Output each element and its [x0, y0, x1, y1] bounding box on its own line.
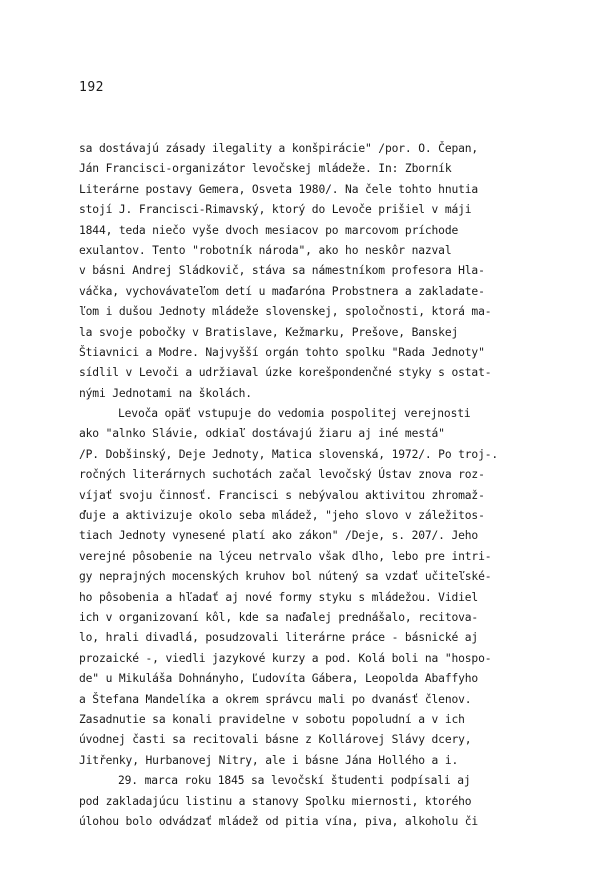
body-text — [79, 139, 579, 832]
text-line: ich v organizovaní kôl, kde sa naďalej prednášalo, recitova- — [79, 610, 479, 624]
text-line: Jitřenky, Hurbanovej Nitry, ale i básne Jána Hollého a i. — [79, 753, 459, 767]
text-line: exulantov. Tento "robotník národa", ako ho neskôr nazval — [79, 243, 452, 257]
text-line: ľom i dušou Jednoty mládeže slovenskej, spoločnosti, ktorá ma- — [79, 305, 492, 319]
text-line: lo, hrali divadlá, posudzovali literárne práce - básnické aj — [79, 631, 479, 645]
text-line: 1844, teda niečo vyše dvoch mesiacov po marcovom príchode — [79, 223, 459, 237]
text-line: váčka, vychovávateľom detí u maďaróna Probstnera a zakladate- — [79, 284, 485, 298]
text-line: sídlil v Levoči a udržiaval úzke korešpondenčné styky s ostat- — [79, 366, 492, 380]
text-line: Levoča opäť vstupuje do vedomia pospolitej verejnosti — [118, 407, 471, 421]
text-line: ďuje a aktivizuje okolo seba mládež, "jeho slovo v záležitos- — [79, 509, 485, 523]
text-line: 29. marca roku 1845 sa levočskí študenti podpísali aj — [118, 774, 471, 788]
text-line: Literárne postavy Gemera, Osveta 1980/. Na čele tohto hnutia — [79, 182, 479, 196]
page-number: 192 — [79, 80, 104, 95]
text-line: pod zakladajúcu listinu a stanovy Spolku miernosti, ktorého — [79, 794, 472, 808]
text-line: /P. Dobšinský, Deje Jednoty, Matica slovenská, 1972/. Po troj-. — [79, 447, 499, 461]
text-line: úlohou bolo odvádzať mládež od pitia vína, piva, alkoholu či — [79, 814, 479, 828]
text-line: stojí J. Francisci-Rimavský, ktorý do Levoče prišiel v máji — [79, 203, 472, 217]
text-line: sa dostávajú zásady ilegality a konšpirácie" /por. O. Čepan, — [79, 142, 479, 155]
text-line: Zasadnutie sa konali pravidelne v sobotu popoludní a v ich — [79, 712, 465, 726]
text-line: ho pôsobenia a hľadať aj nové formy styku s mládežou. Vidiel — [79, 590, 479, 604]
text-line: Ján Francisci-organizátor levočskej mládeže. In: Zborník — [79, 162, 452, 176]
text-line: v básni Andrej Sládkovič, stáva sa námestníkom profesora Hla- — [79, 264, 485, 278]
text-line: ročných literárnych suchotách začal levočský Ústav znova roz- — [79, 468, 485, 482]
text-line: nými Jednotami na školách. — [79, 386, 252, 400]
text-line: gy neprajných mocenských kruhov bol nútený sa vzdať učiteľské- — [79, 570, 492, 584]
text-line: la svoje pobočky v Bratislave, Kežmarku, Prešove, Banskej — [79, 325, 459, 339]
text-line: úvodnej časti sa recitovali básne z Kollárovej Slávy dcery, — [79, 733, 472, 747]
text-line: verejné pôsobenie na lýceu netrvalo však dlho, lebo pre intri- — [79, 549, 492, 563]
text-line: de" u Mikuláša Dohnányho, Ľudovíta Gábera, Leopolda Abaffyho — [79, 672, 479, 686]
text-line: ako "alnko Slávie, odkiaľ dostávajú žiaru aj iné mestá" — [79, 427, 445, 441]
text-line: prozaické -, viedli jazykové kurzy a pod. Kolá boli na "hospo- — [79, 651, 492, 665]
text-line: a Štefana Mandelíka a okrem správcu mali po dvanásť členov. — [79, 692, 472, 706]
text-line: Štiavnici a Modre. Najvyšší orgán tohto spolku "Rada Jednoty" — [79, 345, 485, 359]
text-line: víjať svoju činnosť. Francisci s nebývalou aktivitou zhromaž- — [79, 488, 485, 502]
text-line: tiach Jednoty vynesené platí ako zákon" /Deje, s. 207/. Jeho — [79, 529, 479, 543]
